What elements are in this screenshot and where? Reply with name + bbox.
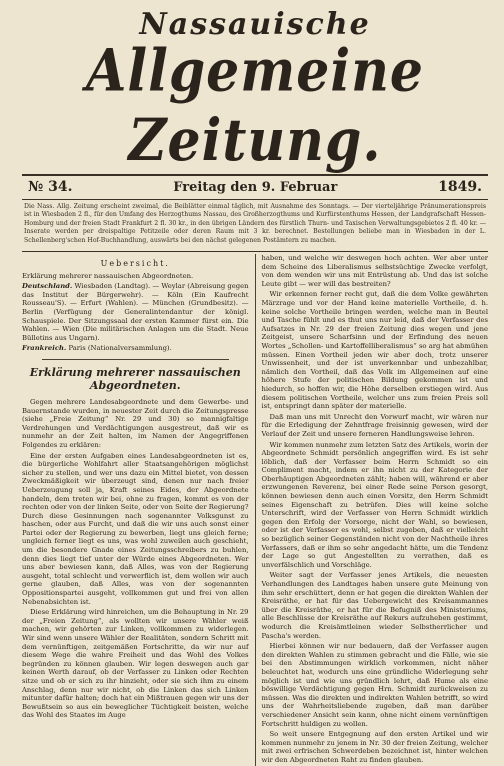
toc-deutschland-label: Deutschland.: [22, 282, 73, 291]
toc-frankreich-text: Paris (Nationalversammlung).: [68, 344, 172, 353]
article-paragraph: Daß man uns mit Unrecht den Vorwurf macht, wir wären nur für die Erledigung der Zehntfrage freisinnig gewesen, wird der Verlauf der Zeit und unsere ferneren Handlungsweise lehren.: [261, 412, 488, 438]
dateline: [22, 176, 488, 197]
article-paragraph: So weit unsere Entgegnung auf den ersten Artikel und wir kommen nunmehr zu jenem in Nr. 30 der freien Zeitung, welcher mit zwei erfrischen Schwerdeben bezeichnet ist, hinter welchen wir den Abgeordneten Raht zu finden glauben.: [261, 730, 488, 764]
subscription-notice: Die Nass. Allg. Zeitung erscheint zweimal, die Beiblätter einmal täglich, mit Ausnahme des Sonntags. — Der vierteljährige Pränumerationspreis ist in Wiesbaden 2 fl., für den Umfang des Herzogthums Nassau, des Großherzogthums und Kurfürstenthums Hessen, der Landgrafschaft Hessen-Homburg und der freien Stadt Frankfurt 2 fl. 30 kr., in den übrigen Ländern des fürstlich Thurn- und Taxischen Verwaltungsgebietes 2 fl. 40 kr. — Inserate werden per dreispaltige Petitzeile oder deren Raum mit 3 kr. berechnet. Bestellungen beliebe man in Wiesbaden in der L. Schellenberg'schen Hof-Buchhandlung, auswärts bei den nächst gelegenen Postämtern zu machen.: [24, 203, 486, 244]
toc-title: Uebersicht.: [100, 259, 170, 269]
masthead-title: Allgemeine Zeitung.: [85, 36, 425, 175]
article-paragraph: Diese Erklärung wird hinreichen, um die Behauptung in Nr. 29 der „Freien Zeitung“, als wollten wir unsere Wähler weiß machen, wir gehörten zur Linken, vollkommen zu widerlegen. Wir sind wenn unsere Wähler der Realitäten, sondern Schritt mit dem vernünftigen, zeitgemäßen Fortschritte, da wir nur auf diesem Wege die wahre Freiheit und das Wohl des Volkes begründen zu können glauben. Wir legen deswegen auch gar keinen Werth darauf, ob der Verfasser zu Linken oder Rechten sitze und ob er sich zu ihr hinzieht, oder sie sich ihm zu einem Anschlag, denn nur wir nicht, ob die Linken das sich Linken mitunter dafür halten; doch hat ein Mißtrauen gegen wir uns der Bewußtsein so aus ein beweglicher Tüchtigkeit beisten, welche das Wohl des Staates im Auge: [22, 608, 249, 720]
toc-lead: Erklärung mehrerer nassauischen Abgeordneten.: [22, 271, 194, 280]
toc-frankreich: [22, 344, 249, 353]
issue-date: Freitag den 9. Februar: [173, 180, 338, 195]
right-column: [262, 254, 489, 766]
article-paragraph: Hierbei können wir nur bedauern, daß der Verfasser augen den direkten Wahlen zu stimmen gebracht und die Fälle, wie sie bei den Abstimmungen wirklich vorkommen, nicht näher beleuchtet hat, wodurch uns eine gründliche Widerlegung sehr möglich ist und wie uns gründlich lehrt, daß Hume als eine böswillige Verdächtigung gegen Hrn. Schmidt zurückweisen zu müssen. Was die direkten und indirekten Wahlen betrifft, so wird uns der Wahrheitsliebende zugeben, daß man darüber verschiedener Ansicht sein kann, ohne nicht einem vernünftigen Fortschritt huldigen zu wollen.: [261, 642, 488, 728]
toc-deutschland: [22, 282, 249, 342]
body-columns: [22, 254, 488, 766]
toc-frankreich-label: Frankreich.: [22, 344, 67, 353]
article-paragraph: Gegen mehrere Landesabgeordnete und dem Gewerbe- und Bauernstande wurden, in neuester Zeit durch die Zeitungspresse (siehe „Freie Zeitung“ Nr. 29 und 30) so mannigfaltige Verdrehungen und Verdächtigungen ausgestreut, daß wir es nunmehr an der Zeit halten, im Namen der Angegriffenen Folgendes zu erklären:: [22, 397, 249, 449]
article-paragraph: Wir kommen nunmehr zum letzten Satz des Artikels, worin der Abgeordnete Schmidt persönlich angegriffen wird. Es ist sehr löblich, daß der Verfasser beim Herrn Schmidt so ein Compliment macht, indem er ihn nicht zu der Kategorie der Oberhäuptigen Abgeordneten zählt; haben will, während er aber erzwungenen Reverenz, bei einer Rede seine Person gesorgt, können bewiesen denn auch einen Vorsitz, den Herrn Schmidt seines Eigenschaft zu betrüfen. Dies will keine solche Unterschrift, wird der Verfasser von Herrn Schmidt wirklich gegen den Erfolg der Vorsorge, nicht der Wahl, so bewiesen, oder ist der Verfasser es wohl, selbst zugeben, daß er vielleicht so bezüglich seiner Gegenständen nicht von der Nachtheile ihres Verfassers, daß er ihm so sehr angedacht hätte, um die Tendenz der Lage so gut Angestellten zu verrathen, daß es unverfälschlich und Vorschläge.: [261, 440, 488, 569]
article-paragraph: Eine der ersten Aufgaben eines Landesabgeordneten ist es, die bürgerliche Wohlfahrt aller Staatsangehörigen möglichst sicher zu stellen, und wer uns dazu ein Mittel bietet, von dessen Zweckmäßigkeit wir überzeugt sind, denen nur nach freier Ueberzeugung soll ja, Kraft seines Eides, der Abgeordnete handeln, dem treten wir bei, ohne zu fragen, kommt es von der rechten oder von der linken Seite, oder von Seite der Regierung? Durch diese Gesinnungen nach sogenannter Volksgunst zu haschen, oder aus Furcht, und daß die wir uns auch sonst einer Partei oder der Regierung zu bewerben, liegt uns gleich ferne; ungleich ferner liegt es uns, was wohl zuweilen auch geschieht, um die besondere Gnade eines Zeitungsschreibers zu buhlen, denn dies liegt tief unter der Würde eines Abgeordneten. Wer uns aber bewiesen kann, daß Alles, was von der Regierung ausgeht, total schlecht und verwerflich ist, dem wollen wir auch gerne glauben, daß Alles, was von der sogenannten Oppositionspartei ausgeht, vollkommen gut und frei von allen Nebenabsichten ist.: [22, 451, 249, 606]
article-paragraph: haben, und welche wir deswegen hoch achten. Wer aber unter dem Scheine des Liberalismus selbstsüchtige Zwecke verfolgt, von dem wenden wir uns mit Entrüstung ab. Und das ist solche Leute gibt — wer will das bestreiten?: [261, 254, 488, 288]
issue-number: № 34.: [28, 179, 73, 195]
issue-year: 1849.: [438, 179, 482, 195]
section-divider: [42, 359, 229, 360]
masthead-top: Nassauische: [139, 7, 371, 42]
left-column: [22, 254, 249, 766]
column-divider: [255, 254, 256, 766]
article-paragraph: Wir erkennen ferner recht gut, daß die dem Volke gewährten Märzrage und vor der Hand keine materielle Vortheile, d. h. keine solche Vortheile bringen werden, welche man in Beutel und Tasche fühlt und es thut uns nur leid, daß der Verfasser des Aufsatzes in Nr. 29 der freien Zeitung dies wegen und jene Zeitgeist, unsere Scharfsinn und der Erfindung des neuen Wortes „Schollen- und Kartoffelliberalismus“ so arg hat abmühen müssen. Einen Vortheil jeden wir aber doch, trotz unserer Unwissenheit, und der ist unverkennbar und unbezahlbar, nämlich den Vortheil, daß das Volk im Allgemeinen auf eine höhere Stufe der politischen Bildung gekommen ist und hiedurch, so hoffen wir, die Höhe derselben erstiegen wird. Aus diesem politischen Vortheile, welcher uns zum freien Preis soll ist, entspringt dann später der materielle.: [261, 290, 488, 411]
toc-deutschland-text: Wiesbaden (Landtag). — Weylar (Abreisung gegen das Institut der Bürgerwehr). — Köln (Ein Kaufrecht Rousseau'S). — Erfurt (Wahlen). — München (Grundbesitz). — Berlin (Verfügung der Generalintendantur der königl. Schauspiele. Der Sitzungssaal der ersten Kammer fürst ein. Die Wahlen. — Wien (Die militärischen Anlagen um die Stadt. Neue Bülletins aus Ungarn).: [22, 282, 249, 342]
article-title: Erklärung mehrerer nassauischen Abgeordneten.: [29, 365, 241, 392]
table-of-contents: [22, 272, 249, 353]
notice-rule: [22, 251, 488, 252]
article-paragraph: Weiter sagt der Verfasser jenes Artikels, die neuesten Verhandlungen des Landtages haben unsere gute Meinung von ihm sehr erschüttert, denn er hat gegen die direkten Wahlen der Kreisräthe, er hat für das Uebergewicht des Kreisammannes über die Kreisräthe, er hat für die Befugniß des Ministeriums, alle Beschlüsse der Kreisräthe auf Rekurs aufzuheben gestimmt, wodurch die Kreisämtleinen wieder Selbstherrlicher und Pascha's werden.: [261, 571, 488, 640]
